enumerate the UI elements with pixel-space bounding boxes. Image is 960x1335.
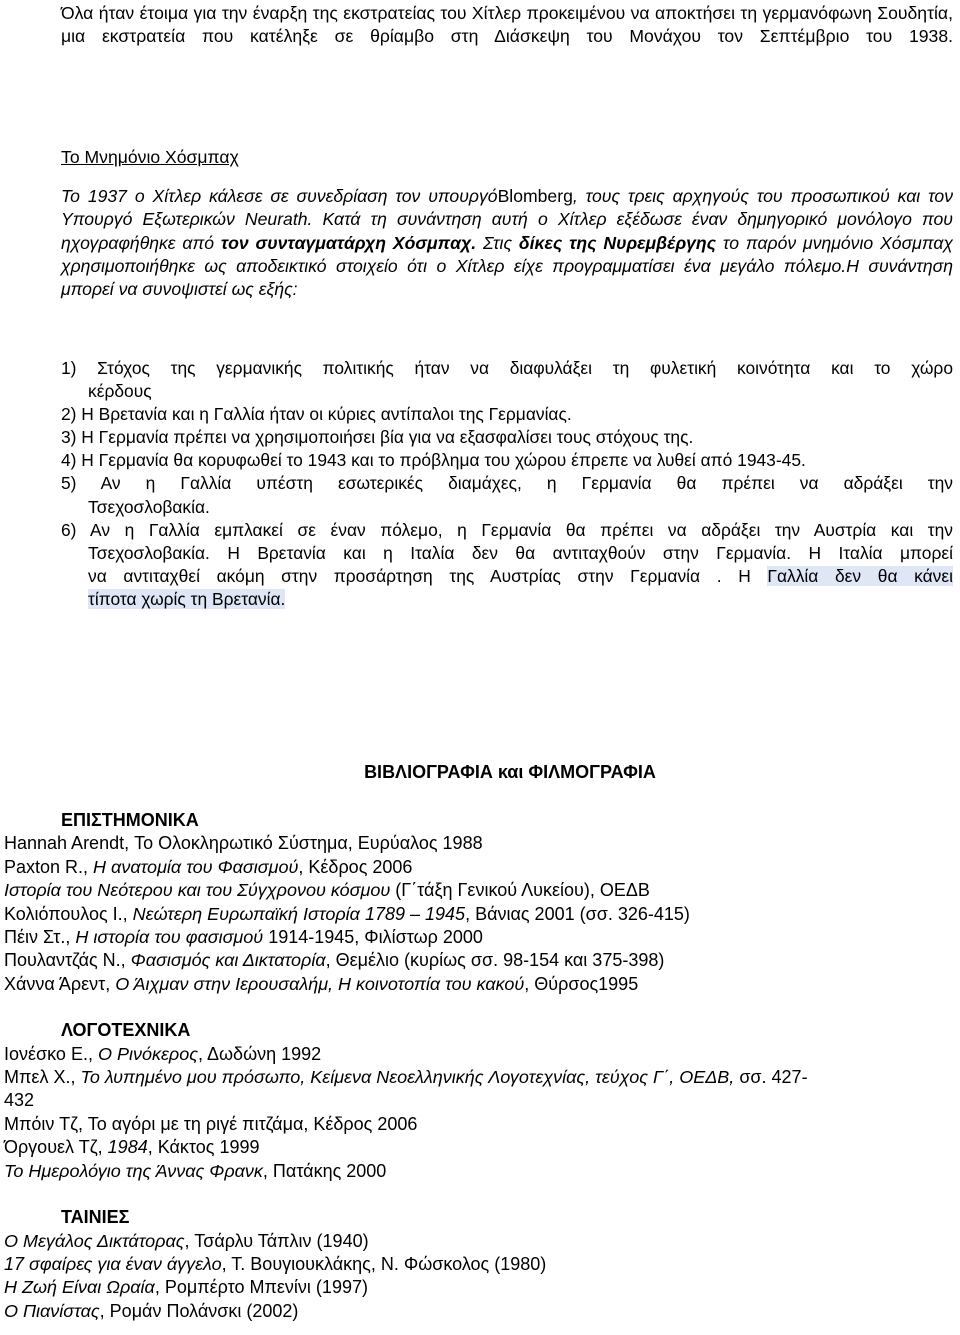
bib-text: (Γ΄τάξη Γενικού Λυκείου), ΟΕΔΒ [390,880,650,901]
point-3: 3) Η Γερμανία πρέπει να χρησιμοποιήσει βία για να εξασφαλίσει τους στόχους της. [61,427,694,448]
list-item-continuation [61,588,953,611]
memo-name-blomberg: Blomberg [497,186,573,206]
spacer [4,996,954,1019]
bib-title: Ο Άιχμαν στην Ιερουσαλήμ, Η κοινοτοπία του κακού [115,973,525,994]
bib-title: Η ανατομία του Φασισμού [93,856,299,877]
list-item-continuation [61,565,953,588]
memo-bold-hossbach: τον συνταγματάρχη Χόσμπαχ. [220,232,477,253]
bib-title: Η ιστορία του φασισμού [75,927,264,948]
bib-text: Κολιόπουλος Ι., [4,903,133,924]
bib-title: Νεώτερη Ευρωπαϊκή Ιστορία 1789 – 1945 [132,903,466,924]
bib-text: , Ρομπέρτο Μπενίνι (1997) [154,1277,368,1298]
bib-text: Χάννα Άρεντ, [4,973,116,994]
list-item [61,426,953,449]
bib-title: 1984 [107,1137,148,1158]
bib-text: 432 [4,1090,35,1111]
bib-entry-continuation [4,1089,954,1112]
bib-text: Πέιν Στ., [4,927,76,948]
list-item [61,357,953,380]
bib-text: , Πατάκης 2000 [262,1160,387,1181]
bib-title: Το Ημερολόγιο της Άννας Φρανκ [4,1160,263,1181]
bibliography-list [4,809,954,1323]
bib-text: Paxton R., [4,856,94,877]
section-heading-scientific [4,809,954,832]
bib-entry [4,903,954,926]
bib-text: , Θεμέλιο (κυρίως σσ. 98-154 και 375-398) [325,950,665,971]
memo-text-4: το παρόν μνημόνιο Χόσμπαχ χρησιμοποιήθηκε ως αποδεικτικό στοιχείο ότι ο Χίτλερ είχε προγραμματίσει ένα μεγάλο πόλεμο. [61,232,953,276]
bib-title: Ο Μεγάλος Δικτάτορας [4,1230,185,1251]
bib-title: Ο Πιανίστας [4,1300,100,1321]
point-5-line-1: 5) Αν η Γαλλία υπέστη εσωτερικές διαμάχες, η Γερμανία θα πρέπει να αδράξει την [61,473,953,494]
bib-text: Όργουελ Τζ, [4,1137,108,1158]
bib-text: , Ρομάν Πολάνσκι (2002) [99,1300,299,1321]
scientific-heading-text: ΕΠΙΣΤΗΜΟΝΙΚΑ [61,810,199,830]
memo-text-3: Στις [476,232,519,253]
point-2: 2) Η Βρετανία και η Γαλλία ήταν οι κύριες αντίπαλοι της Γερμανίας. [61,404,572,425]
list-item-continuation [61,380,953,403]
point-6-line-1: 6) Αν η Γαλλία εμπλακεί σε έναν πόλεμο, η Γερμανία θα πρέπει να αδράξει την Αυστρία και την [61,519,953,540]
bib-entry [4,856,954,879]
bib-text: σσ. 427- [734,1067,808,1088]
bib-text: , Τ. Βουγιουκλάκης, Ν. Φώσκολος (1980) [221,1253,547,1274]
list-item-continuation [61,542,953,565]
intro-text-content: Όλα ήταν έτοιμα για την έναρξη της εκστρατείας του Χίτλερ προκειμένου να αποκτήσει τη γερμανόφωνη Σουδητία, μια εκστρατεία που κατέληξε σε θρίαμβο στη Διάσκεψη του Μονάχου τον Σεπτέμβριο του 1938. [61,3,953,47]
point-4: 4) Η Γερμανία θα κορυφωθεί το 1943 και το πρόβλημα του χώρου έπρεπε να λυθεί από 1943-45. [61,450,806,471]
bib-text: Ιονέσκο Ε., [4,1043,98,1064]
memo-bold-nuremberg: δίκες της Νυρεμβέργης [518,232,717,253]
films-heading-text: ΤΑΙΝΙΕΣ [61,1207,130,1228]
point-1-line-2: κέρδους [88,381,152,402]
bibliography-title-text: ΒΙΒΛΙΟΓΡΑΦΙΑ και ΦΙΛΜΟΓΡΑΦΙΑ [364,762,656,782]
list-item [61,449,953,472]
memo-paragraph [61,185,953,301]
memo-text-5: Η συνάντηση μπορεί να συνοψιστεί ως εξής: [61,255,953,300]
list-item [61,403,953,426]
point-6-line-3a: να αντιταχθεί ακόμη στην προσάρτηση της Αυστρίας στην Γερμανία . Η [88,565,768,586]
bib-entry [4,1066,954,1089]
intro-paragraph [61,2,953,49]
point-5-line-2: Τσεχοσλοβακία. [88,496,210,517]
point-1-line-1: 1) Στόχος της γερμανικής πολιτικής ήταν να διαφυλάξει τη φυλετική κοινότητα και το χώρο [61,358,953,378]
bib-entry [4,973,954,996]
bib-title: Το λυπημένο μου πρόσωπο, Κείμενα Νεοελληνικής Λογοτεχνίας, τεύχος Γ΄, ΟΕΔΒ, [80,1067,735,1088]
bib-entry [4,1253,954,1276]
list-item [61,472,953,495]
bib-text: , Κέδρος 2006 [298,856,413,877]
memo-text-1: Το 1937 ο Χίτλερ κάλεσε σε συνεδρίαση τον υπουργό [61,186,498,206]
bib-entry [4,832,954,855]
spacer [4,1183,954,1206]
memo-text-2: , τους τρεις αρχηγούς του προσωπικού και τον Υπουργό Εξωτερικών Neurath. Κατά τη συνάντηση αυτή ο Χίτλερ εξέδωσε έναν δημηγορικό μονόλογο που ηχογραφήθηκε από [61,186,953,253]
bib-text: , Κάκτος 1999 [147,1137,260,1158]
bib-text: Μπόιν Τζ, Το αγόρι με τη ριγέ πιτζάμα, Κέδρος 2006 [4,1113,418,1134]
intro-text [61,2,953,49]
summary-list [61,357,953,611]
bib-entry [4,949,954,972]
bib-entry [4,1043,954,1066]
bib-text: Hannah Arendt, Το Ολοκληρωτικό Σύστημα, Ευρύαλος 1988 [4,833,483,854]
bib-title: 17 σφαίρες για έναν άγγελο [4,1253,222,1274]
list-item [61,519,953,542]
literature-heading-text: ΛΟΓΟΤΕΧΝΙΚΑ [61,1020,191,1041]
section-heading-literature [4,1019,954,1042]
bib-entry [4,1136,954,1159]
point-6-highlight-2: τίποτα χωρίς τη Βρετανία. [88,588,286,609]
bib-text: Μπελ Χ., [4,1067,81,1088]
bib-entry [4,1276,954,1299]
bib-text: , Βάνιας 2001 (σσ. 326-415) [465,903,690,924]
memo-heading-text: Το Μνημόνιο Χόσμπαχ [61,147,239,167]
bibliography-title [0,762,960,783]
bib-text: , Τσάρλυ Τάπλιν (1940) [184,1230,369,1251]
bib-title: Φασισμός και Δικτατορία [130,950,326,971]
bib-entry [4,1113,954,1136]
bib-entry [4,1300,954,1323]
bib-title: Ιστορία του Νεότερου και του Σύγχρονου κόσμου [4,880,391,901]
section-heading-films [4,1206,954,1229]
bib-title: Ο Ρινόκερος [97,1043,198,1064]
bib-entry [4,879,954,902]
memo-heading [61,146,239,168]
point-6-line-2: Τσεχοσλοβακία. Η Βρετανία και η Ιταλία δεν θα αντιταχθούν στην Γερμανία. Η Ιταλία μπορεί [88,542,953,563]
list-item-continuation [61,496,953,519]
bib-title: Η Ζωή Είναι Ωραία [4,1277,155,1298]
bib-text: , Θύρσος1995 [524,973,639,994]
bib-text: Πουλαντζάς Ν., [4,950,131,971]
bib-entry [4,926,954,949]
point-6-highlight-1: Γαλλία δεν θα κάνει [767,565,953,586]
bib-entry [4,1160,954,1183]
bib-text: , Δωδώνη 1992 [197,1043,322,1064]
bib-text: 1914-1945, Φιλίστωρ 2000 [263,927,483,948]
bib-entry [4,1230,954,1253]
